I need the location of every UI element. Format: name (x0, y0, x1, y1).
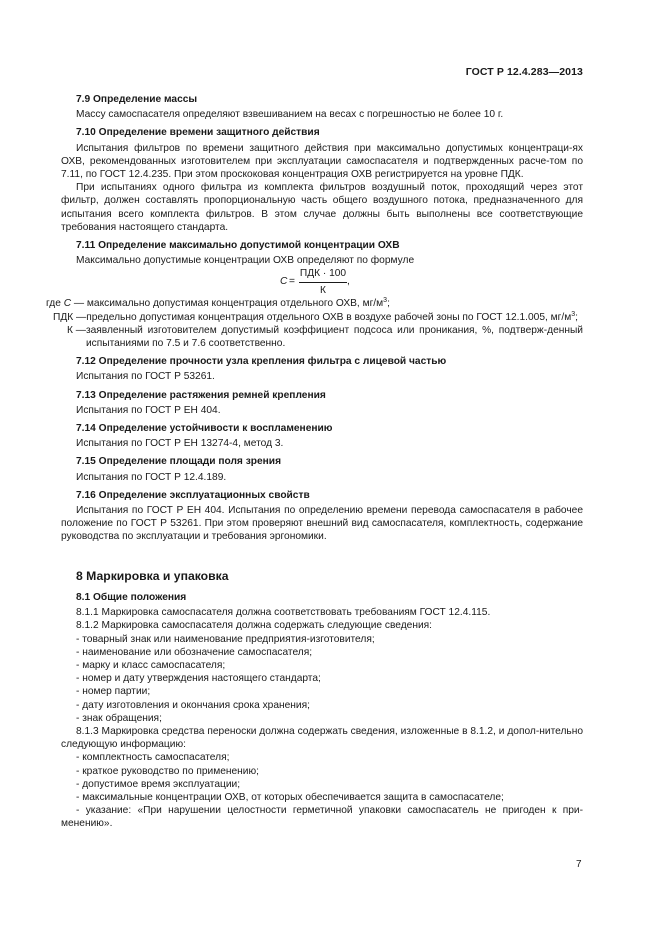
list-item-last: - указание: «При нарушении целостности герметичной упаковки самоспасатель не пригоден к при-менению». (61, 805, 583, 830)
section-7-9-title: 7.9 Определение массы (76, 94, 198, 105)
formula-equals: = (289, 276, 295, 288)
list-item: - знак обращения; (76, 712, 162, 724)
section-7-12-title: 7.12 Определение прочности узла крепления фильтра с лицевой частью (76, 356, 447, 368)
definition-k: К — заявленный изготовителем допустимый коэффициент подсоса или проникания, %, подтверж-денный испытаниями по 7.5 и 7.6 соответственно. (67, 324, 583, 350)
section-8-title: 8 Маркировка и упаковка (76, 568, 229, 583)
list-item: - максимальные концентрации ОХВ, от которых обеспечивается защита в самоспасателе; (76, 791, 504, 803)
list-item: - комплектность самоспасателя; (76, 752, 230, 764)
clause-8-1-2: 8.1.2 Маркировка самоспасателя должна содержать следующие сведения: (76, 620, 432, 632)
formula-denominator: К (320, 284, 326, 296)
section-7-12-text: Испытания по ГОСТ Р 53261. (76, 371, 215, 383)
section-7-11-text: Максимально допустимые концентрации ОХВ определяют по формуле (76, 255, 415, 267)
section-7-16-title: 7.16 Определение эксплуатационных свойств (76, 489, 310, 501)
section-7-15-title: 7.15 Определение площади поля зрения (76, 456, 282, 468)
section-7-10-text-2: При испытаниях одного фильтра из комплекта фильтров воздушный поток, проходящий через этот фильтр, должен составлять пропорциональную часть общего воздушного потока, предназначенного для испытания всего комплекта фильтров. В этом случае должны быть выполнены все соответствующие требования настоящего стандарта. (61, 182, 583, 233)
clause-8-1-1: 8.1.1 Маркировка самоспасателя должна соответствовать требованиям ГОСТ 12.4.115. (76, 607, 491, 619)
formula-max-concentration (61, 267, 583, 297)
section-8-1-title: 8.1 Общие положения (76, 591, 187, 603)
list-item: - товарный знак или наименование предприятия-изготовителя; (76, 633, 375, 645)
list-item: - допустимое время эксплуатации; (76, 778, 241, 790)
section-7-10-title: 7.10 Определение времени защитного действия (76, 127, 320, 139)
definition-c: где C — максимально допустимая концентрация отдельного ОХВ, $мг/м^3$; (46, 297, 390, 310)
section-7-14-text: Испытания по ГОСТ Р ЕН 13274-4, метод 3. (76, 438, 284, 450)
page-number: 7 (576, 859, 582, 870)
section-7-10-text-1: Испытания фильтров по времени защитного действия при максимально допустимых концентраци-ях ОХВ, рекомендованных изготовителем при эксплуатации самоспасателя и подтвержденных расче-том по 7.11, по ГОСТ 12.4.235. При этом проскоковая концентрация ОХВ регистрируется на уровне ПДК. (61, 142, 583, 181)
definition-pdk: ПДК — предельно допустимая концентрация отдельного ОХВ в воздухе рабочей зоны по ГОСТ 12.1.005, $мг/м^3$; (53, 310, 578, 323)
section-7-9-text: Массу самоспасателя определяют взвешиванием на весах с погрешностью не более 10 г. (76, 109, 504, 121)
section-7-13-title: 7.13 Определение растяжения ремней крепления (76, 389, 326, 401)
list-item: - номер партии; (76, 686, 151, 698)
formula-numerator: ПДК · 100 (299, 267, 347, 282)
list-item: - краткое руководство по применению; (76, 765, 259, 777)
formula-comma: , (347, 276, 350, 288)
formula-lhs: C (280, 276, 288, 288)
section-7-14-title: 7.14 Определение устойчивости к воспламенению (76, 423, 333, 435)
formula-fraction (299, 267, 347, 296)
section-7-11-title: 7.11 Определение максимально допустимой концентрации ОХВ (76, 240, 400, 252)
list-item: - марку и класс самоспасателя; (76, 659, 226, 671)
clause-8-1-3: 8.1.3 Маркировка средства переноски должна содержать сведения, изложенные в 8.1.2, и допол-нительно следующую информацию: (61, 725, 583, 751)
document-header: ГОСТ Р 12.4.283—2013 (465, 66, 583, 78)
section-7-13-text: Испытания по ГОСТ Р ЕН 404. (76, 404, 221, 416)
list-item: - дату изготовления и окончания срока хранения; (76, 699, 310, 711)
list-item: - наименование или обозначение самоспасателя; (76, 646, 313, 658)
definition-c-symbol: C (63, 298, 72, 310)
formula-definitions (46, 297, 583, 350)
list-item: - номер и дату утверждения настоящего стандарта; (76, 673, 321, 685)
section-7-16-text: Испытания по ГОСТ Р ЕН 404. Испытания по определению времени перевода самоспасателя в рабочее положение по ГОСТ Р 53261. При этом проверяют внешний вид самоспасателя, комплектность, содержание руководства по эксплуатации и требования эргономики. (61, 505, 583, 543)
section-7-15-text: Испытания по ГОСТ Р 12.4.189. (76, 471, 227, 483)
page-content (46, 93, 583, 831)
